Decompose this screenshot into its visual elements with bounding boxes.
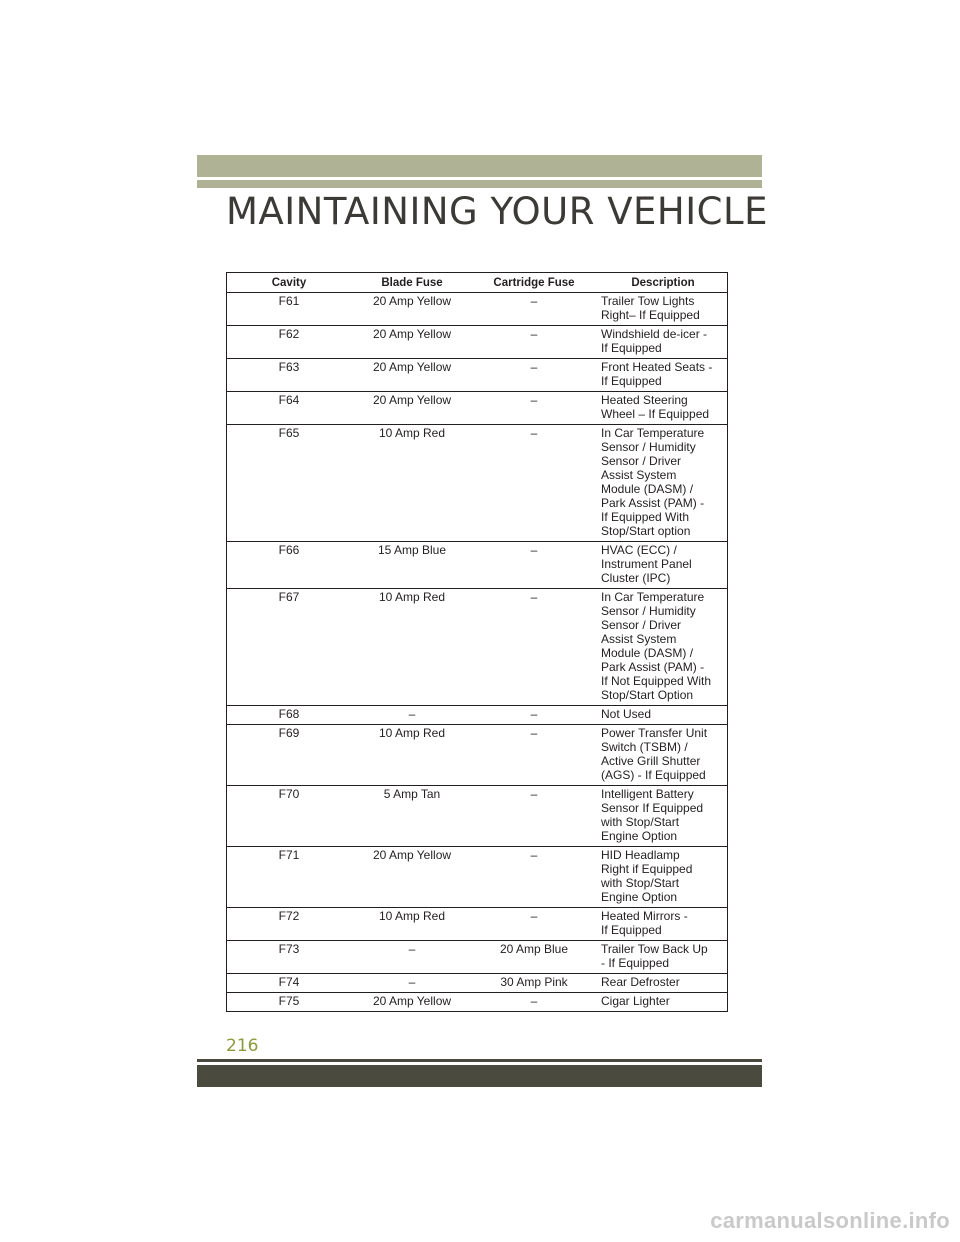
cell-blade-fuse: –: [351, 941, 473, 974]
column-header-blade-fuse: Blade Fuse: [351, 273, 473, 293]
cell-blade-fuse: 10 Amp Red: [351, 725, 473, 786]
cell-blade-fuse: 20 Amp Yellow: [351, 392, 473, 425]
cell-cavity: F75: [227, 993, 352, 1012]
cell-description: HID Headlamp Right if Equipped with Stop/Start Engine Option: [595, 847, 728, 908]
cell-cavity: F64: [227, 392, 352, 425]
watermark: carmanualsonline.info: [710, 1208, 950, 1233]
cell-blade-fuse: 20 Amp Yellow: [351, 326, 473, 359]
footer-bar-rule: [197, 1059, 762, 1062]
cell-description: In Car Temperature Sensor / Humidity Sensor / Driver Assist System Module (DASM) / Park Assist (PAM) - If Equipped With Stop/Start option: [595, 425, 728, 542]
page-number: 216: [226, 1036, 259, 1056]
cell-cartridge-fuse: –: [473, 425, 595, 542]
cell-cartridge-fuse: –: [473, 725, 595, 786]
cell-cavity: F63: [227, 359, 352, 392]
table-row: [227, 425, 728, 542]
column-header-cavity: Cavity: [227, 273, 352, 293]
cell-description: Rear Defroster: [595, 974, 728, 993]
cell-cavity: F74: [227, 974, 352, 993]
cell-cartridge-fuse: –: [473, 542, 595, 589]
column-header-description: Description: [595, 273, 728, 293]
cell-description: Front Heated Seats - If Equipped: [595, 359, 728, 392]
cell-description: Windshield de-icer - If Equipped: [595, 326, 728, 359]
cell-cavity: F68: [227, 706, 352, 725]
cell-cavity: F65: [227, 425, 352, 542]
cell-cavity: F72: [227, 908, 352, 941]
cell-cartridge-fuse: –: [473, 706, 595, 725]
cell-cavity: F69: [227, 725, 352, 786]
cell-cavity: F62: [227, 326, 352, 359]
table-row: [227, 706, 728, 725]
cell-description: Not Used: [595, 706, 728, 725]
table-row: [227, 941, 728, 974]
cell-blade-fuse: –: [351, 706, 473, 725]
cell-cartridge-fuse: –: [473, 293, 595, 326]
cell-cavity: F61: [227, 293, 352, 326]
cell-cavity: F73: [227, 941, 352, 974]
column-header-cartridge-fuse: Cartridge Fuse: [473, 273, 595, 293]
cell-blade-fuse: 20 Amp Yellow: [351, 847, 473, 908]
cell-description: In Car Temperature Sensor / Humidity Sensor / Driver Assist System Module (DASM) / Park Assist (PAM) - If Not Equipped With Stop/Start Option: [595, 589, 728, 706]
header-bar-rule: [197, 180, 762, 188]
cell-blade-fuse: 5 Amp Tan: [351, 786, 473, 847]
cell-blade-fuse: 15 Amp Blue: [351, 542, 473, 589]
cell-blade-fuse: –: [351, 974, 473, 993]
cell-description: Heated Mirrors - If Equipped: [595, 908, 728, 941]
table-row: [227, 542, 728, 589]
cell-blade-fuse: 10 Amp Red: [351, 425, 473, 542]
cell-cavity: F67: [227, 589, 352, 706]
table-row: [227, 993, 728, 1012]
table-row: [227, 908, 728, 941]
cell-cavity: F70: [227, 786, 352, 847]
fuse-table: [226, 272, 728, 1012]
cell-cartridge-fuse: –: [473, 326, 595, 359]
cell-cartridge-fuse: –: [473, 589, 595, 706]
table-row: [227, 326, 728, 359]
cell-cartridge-fuse: –: [473, 392, 595, 425]
cell-cavity: F66: [227, 542, 352, 589]
table-body: [227, 293, 728, 1012]
cell-cartridge-fuse: –: [473, 847, 595, 908]
table-row: [227, 359, 728, 392]
cell-description: Trailer Tow Back Up - If Equipped: [595, 941, 728, 974]
cell-cartridge-fuse: –: [473, 786, 595, 847]
cell-cartridge-fuse: –: [473, 908, 595, 941]
cell-blade-fuse: 20 Amp Yellow: [351, 993, 473, 1012]
cell-cartridge-fuse: 20 Amp Blue: [473, 941, 595, 974]
cell-blade-fuse: 20 Amp Yellow: [351, 359, 473, 392]
footer-bar: [197, 1065, 762, 1087]
cell-blade-fuse: 10 Amp Red: [351, 908, 473, 941]
table-row: [227, 786, 728, 847]
cell-cavity: F71: [227, 847, 352, 908]
cell-description: Power Transfer Unit Switch (TSBM) / Active Grill Shutter (AGS) - If Equipped: [595, 725, 728, 786]
cell-cartridge-fuse: 30 Amp Pink: [473, 974, 595, 993]
table-row: [227, 847, 728, 908]
table-row: [227, 589, 728, 706]
cell-description: Heated Steering Wheel – If Equipped: [595, 392, 728, 425]
table-row: [227, 392, 728, 425]
table-row: [227, 974, 728, 993]
cell-blade-fuse: 20 Amp Yellow: [351, 293, 473, 326]
cell-cartridge-fuse: –: [473, 359, 595, 392]
cell-cartridge-fuse: –: [473, 993, 595, 1012]
table-row: [227, 293, 728, 326]
table-header-row: [227, 273, 728, 293]
header-bar: [197, 155, 762, 177]
section-title: MAINTAINING YOUR VEHICLE: [226, 190, 768, 233]
cell-blade-fuse: 10 Amp Red: [351, 589, 473, 706]
table-row: [227, 725, 728, 786]
cell-description: Trailer Tow Lights Right– If Equipped: [595, 293, 728, 326]
cell-description: Cigar Lighter: [595, 993, 728, 1012]
cell-description: Intelligent Battery Sensor If Equipped with Stop/Start Engine Option: [595, 786, 728, 847]
cell-description: HVAC (ECC) / Instrument Panel Cluster (IPC): [595, 542, 728, 589]
